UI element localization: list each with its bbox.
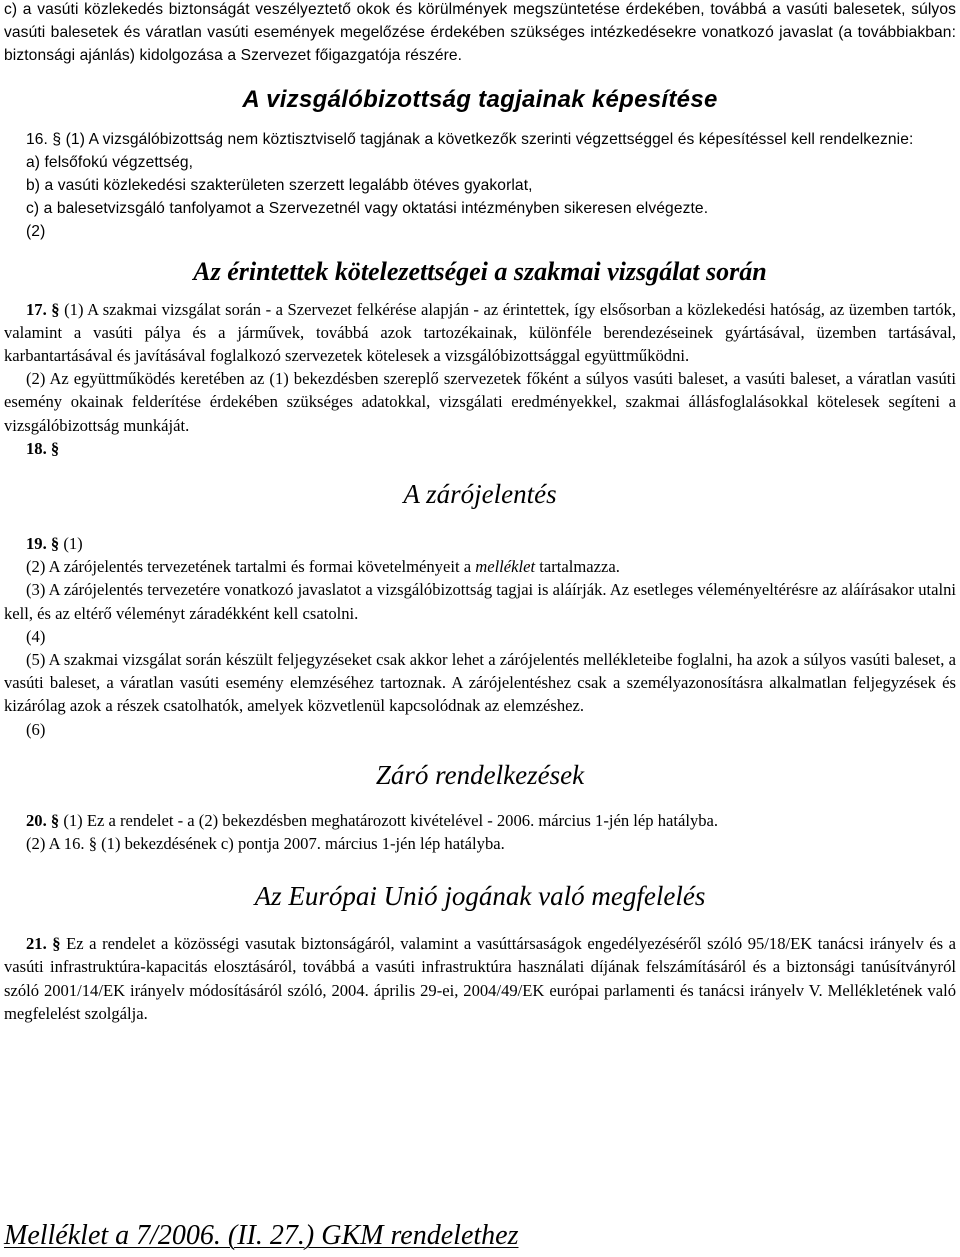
section-number: 17. — [26, 299, 47, 319]
paragraph-text: tartalmazza. — [535, 557, 620, 577]
paragraph-text: (1) A szakmai vizsgálat során - a Szervezet felkérése alapján - az érintettek, így elsősorban a közlekedési hatóság, az üzemben tartók, valamint a vasúti pálya és a járművek, továbbá azok tartozékainak, különféle berendezéseinek gyártásával, üzemben tartásával, karbantartásával és javításával foglalkozó szervezetek kötelesek a vizsgálóbizottsággal együttműködni. — [4, 299, 956, 366]
paragraph-18 — [4, 437, 956, 460]
paragraph-19-2 — [4, 555, 956, 578]
paragraph-19-4: (4) — [26, 626, 46, 646]
section-number: 20. — [26, 810, 47, 830]
section-sign: § — [50, 810, 60, 830]
paragraph-20-1 — [4, 809, 956, 832]
paragraph-19-5: (5) A szakmai vizsgálat során készült feljegyzéseket csak akkor lehet a zárójelentés mellékleteibe foglalni, ha azok a súlyos vasúti baleset, a vasúti baleset, a váratlan vasúti esemény elemzéséhez tartoznak. A zárójelentéshez csak a személyazonosításra alkalmatlan feljegyzések és kizárólag azok a részek csatolhatók, amelyek közvetlenül kapcsolódnak az elemzéshez. — [4, 650, 956, 716]
section-sign: § — [51, 299, 60, 319]
list-item: b) a vasúti közlekedési szakterületen szerzett legalább ötéves gyakorlat, — [26, 177, 533, 195]
section-number: 18. — [26, 438, 47, 458]
section-heading-closing-provisions: Záró rendelkezések — [375, 759, 585, 790]
section-closing-provisions — [4, 809, 956, 855]
paragraph-19-1 — [4, 532, 956, 555]
section-final-report — [4, 532, 956, 741]
paragraph-text: (1) — [63, 534, 83, 554]
section-sign: § — [52, 130, 62, 148]
section-heading-final-report: A zárójelentés — [403, 479, 557, 510]
section-sign: § — [50, 534, 60, 554]
paragraph-16-2: (2) — [26, 223, 46, 241]
section-obligations — [4, 298, 956, 460]
paragraph-20-2: (2) A 16. § (1) bekezdésének c) pontja 2007. március 1-jén lép hatályba. — [26, 834, 505, 854]
list-item: c) a balesetvizsgáló tanfolyamot a Szervezetnél vagy oktatási intézményben sikeresen elvégezte. — [26, 200, 709, 218]
paragraph-text: Ez a rendelet a közösségi vasutak biztonságáról, valamint a vasúttársaságok engedélyezéséről szóló 95/18/EK tanácsi irányelv és a vasúti infrastruktúra-kapacitás elosztásáról, továbbá a vasúti infrastruktúra használati díjának felszámításáról és a biztonsági tanúsítványról szóló 2001/14/EK irányelv módosításáról szóló, 2004. április 29-ei, 2004/49/EK európai parlamenti és tanácsi irányelv V. Mellékletének való megfelelést szolgálja. — [4, 934, 956, 1023]
paragraph-19-3: (3) A zárójelentés tervezetére vonatkozó javaslatot a vizsgálóbizottság tagjai is aláírják. Az esetleges véleményeltérésre az aláírásakor utalni kell, és az eltérő véleményt záradékként kell csatolni. — [4, 580, 956, 623]
paragraph-17-1 — [4, 298, 956, 368]
section-heading-obligations: Az érintettek kötelezettségei a szakmai vizsgálat során — [193, 256, 767, 286]
section-number: 16. — [26, 130, 48, 148]
section-number: 19. — [26, 534, 47, 554]
section-heading-qualifications: A vizsgálóbizottság tagjainak képesítése — [242, 85, 718, 113]
annex-title: Melléklet a 7/2006. (II. 27.) GKM rendelethez — [4, 1220, 519, 1251]
paragraph-text: (2) A zárójelentés tervezetének tartalmi és formai követelményeit a — [26, 557, 476, 577]
paragraph-19-6: (6) — [26, 719, 46, 739]
paragraph-17-2: (2) Az együttműködés keretében az (1) bekezdésben szereplő szervezetek főként a súlyos vasúti baleset, a vasúti baleset, a váratlan vasúti esemény okainak felderítése érdekében szükséges adatokkal, vizsgálati eredményekkel, szakmai állásfoglalásokkal kötelesek segíteni a vizsgálóbizottság munkáját. — [4, 369, 956, 435]
paragraph-text: (1) Ez a rendelet - a (2) bekezdésben meghatározott kivételével - 2006. március 1-jén lép hatályba. — [63, 810, 719, 830]
section-eu-compliance — [4, 932, 956, 1025]
paragraph-text: (1) A vizsgálóbizottság nem köztisztviselő tagjának a következők szerinti végzettséggel és képesítéssel kell rendelkeznie: — [65, 130, 914, 148]
annex-reference: melléklet — [475, 557, 536, 577]
paragraph-21 — [4, 932, 956, 1025]
paragraph-16-1 — [4, 128, 956, 151]
section-qualifications — [4, 128, 956, 244]
section-heading-eu-compliance: Az Európai Unió jogának való megfelelés — [254, 881, 706, 912]
intro-paragraph: c) a vasúti közlekedés biztonságát veszélyeztető okok és körülmények megszüntetése érdekében, továbbá a vasúti balesetek, súlyos vasúti balesetek és váratlan vasúti események megelőzése érdekében szükséges intézkedésekre vonatkozó javaslat (a továbbiakban: biztonsági ajánlás) kidolgozása a Szervezet főigazgatója részére. — [4, 1, 956, 65]
list-item: a) felsőfokú végzettség, — [26, 153, 194, 171]
section-sign: § — [50, 438, 60, 458]
section-sign: § — [52, 934, 61, 954]
section-number: 21. — [26, 934, 47, 954]
